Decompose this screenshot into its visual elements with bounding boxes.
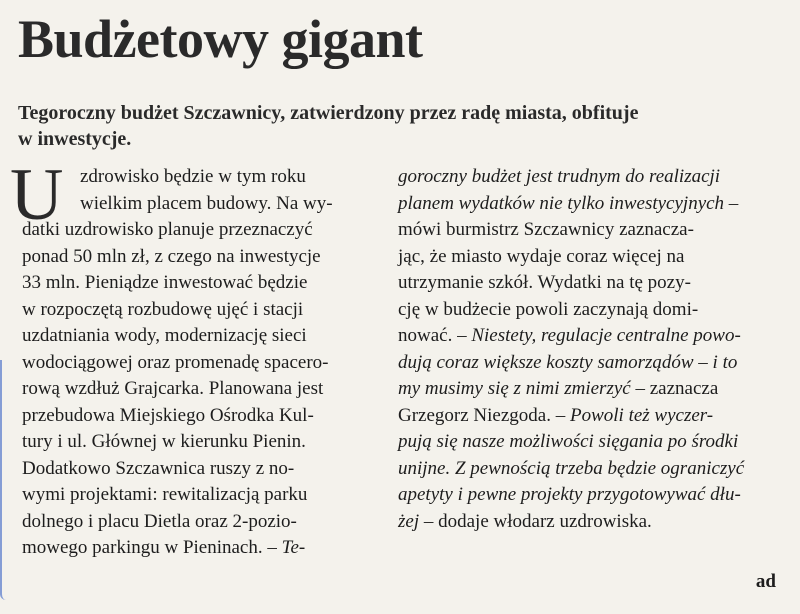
body-line: w rozpoczętą rozbudowę ujęć i stacji	[22, 298, 304, 320]
body-line	[398, 376, 793, 403]
article-column-left	[22, 164, 387, 562]
body-line-last	[22, 535, 387, 562]
quote-text: my musimy się z nimi zmierzyć	[398, 378, 631, 399]
body-line: ponad 50 mln zł, z czego na inwestycje	[22, 245, 321, 267]
author-signature: ad	[755, 571, 776, 592]
body-line	[398, 323, 793, 350]
body-line: planem wydatków nie tylko inwestycyjnych –	[398, 192, 739, 214]
body-line: dolnego i placu Dietla oraz 2-pozio-	[22, 510, 297, 532]
body-line: uzdatniania wody, modernizację sieci	[22, 325, 307, 346]
body-line: Dodatkowo Szczawnica ruszy z no-	[22, 457, 295, 479]
quote-text: – Niestety, regulacje centralne powo-	[457, 325, 741, 346]
article-lead	[18, 100, 788, 152]
pen-margin-mark	[0, 360, 16, 600]
lead-line: w inwestycje.	[18, 128, 132, 150]
body-text: mowego parkingu w Pieninach.	[22, 537, 263, 558]
body-line: pują się nasze możliwości sięgania po środki	[398, 431, 739, 452]
body-line: unijne. Z pewnością trzeba będzie ograniczyć	[398, 457, 745, 479]
body-line: goroczny budżet jest trudnym do realizacji	[398, 166, 721, 187]
body-line: mówi burmistrz Szczawnicy zaznacza-	[398, 219, 694, 240]
body-line: cję w budżecie powoli zaczynają domi-	[398, 298, 699, 320]
body-line: zdrowisko będzie w tym roku	[80, 166, 306, 187]
article-column-right	[398, 164, 793, 535]
body-text: Grzegorz Niezgoda.	[398, 404, 551, 426]
quote-text: żej	[398, 510, 420, 532]
body-line	[398, 403, 793, 430]
body-text: nować.	[398, 325, 453, 346]
body-line: tury i ul. Głównej w kierunku Pienin.	[22, 431, 306, 452]
body-line: utrzymanie szkół. Wydatki na tę pozy-	[398, 272, 691, 293]
quote-start: – Te-	[267, 537, 306, 558]
body-line: apetyty i pewne projekty przygotowywać dłu-	[398, 484, 741, 505]
body-line: rową wzdłuż Grajcarka. Planowana jest	[22, 378, 324, 399]
body-line: wymi projektami: rewitalizacją parku	[22, 484, 308, 505]
body-line: datki uzdrowisko planuje przeznaczyć	[22, 219, 313, 240]
body-line: dują coraz większe koszty samorządów – i to	[398, 351, 738, 373]
body-line: wodociągowej oraz promenadę spacero-	[22, 351, 329, 373]
body-line: jąc, że miasto wydaje coraz więcej na	[398, 245, 685, 267]
quote-text: – Powoli też wyczer-	[555, 404, 714, 426]
drop-cap: U	[10, 154, 64, 236]
article-headline: Budżetowy gigant	[18, 9, 423, 69]
body-text: – zaznacza	[635, 378, 719, 399]
body-text: – dodaje włodarz uzdrowiska.	[423, 510, 652, 532]
lead-line: Tegoroczny budżet Szczawnicy, zatwierdzony przez radę miasta, obfituje	[18, 102, 639, 124]
body-line: przebudowa Miejskiego Ośrodka Kul-	[22, 404, 314, 426]
body-line	[398, 509, 793, 536]
body-line: 33 mln. Pieniądze inwestować będzie	[22, 272, 308, 293]
body-line: wielkim placem budowy. Na wy-	[80, 192, 333, 214]
